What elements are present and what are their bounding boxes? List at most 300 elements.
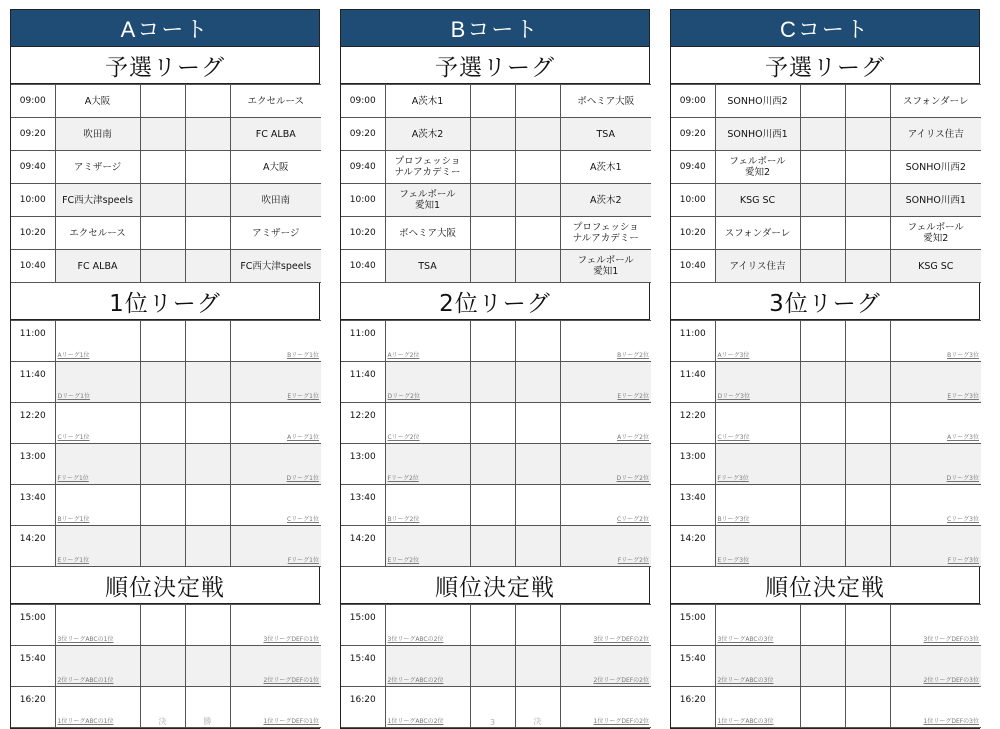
match-row [671, 151, 981, 184]
section-title: 1位リーグ [11, 283, 319, 320]
away-team: A大阪 [230, 151, 321, 184]
home-placeholder: Bリーグ1位 [57, 516, 90, 523]
section-title: 3位リーグ [671, 283, 979, 320]
home-slot [55, 444, 140, 485]
match-row [341, 403, 651, 444]
score-cell [515, 321, 560, 362]
away-placeholder: Aリーグ2位 [617, 434, 649, 441]
group-league-table [341, 84, 651, 283]
away-placeholder: 2位リーグDEFの1位 [263, 677, 319, 684]
group-league-table [11, 84, 321, 283]
home-placeholder: Eリーグ1位 [57, 557, 90, 564]
home-slot [715, 526, 800, 567]
score-cell [515, 184, 560, 217]
score-cell [140, 250, 185, 283]
home-team: フェルボール 愛知1 [385, 184, 470, 217]
home-placeholder: Dリーグ1位 [57, 393, 90, 400]
away-team: A茨木2 [560, 184, 651, 217]
score-cell [800, 605, 845, 646]
score-cell [185, 605, 230, 646]
score-cell [470, 485, 515, 526]
away-placeholder: 1位リーグDEFの1位 [263, 718, 319, 725]
score-cell [845, 605, 890, 646]
away-slot [890, 321, 981, 362]
away-placeholder: 2位リーグDEFの3位 [923, 677, 979, 684]
match-time: 10:20 [341, 217, 385, 250]
away-team: フェルボール 愛知1 [560, 250, 651, 283]
home-placeholder: 2位リーグABCの3位 [717, 677, 774, 684]
home-slot [55, 646, 140, 687]
away-team: フェルボール 愛知2 [890, 217, 981, 250]
home-slot [385, 403, 470, 444]
away-team: ボヘミア大阪 [560, 85, 651, 118]
score-cell [470, 250, 515, 283]
score-cell: 3 [470, 687, 515, 728]
score-cell [845, 250, 890, 283]
score-cell [185, 250, 230, 283]
score-cell [185, 485, 230, 526]
section-title: 順位決定戦 [341, 567, 649, 604]
match-time: 09:40 [341, 151, 385, 184]
away-placeholder: 3位リーグDEFの2位 [593, 636, 649, 643]
match-row [341, 85, 651, 118]
home-slot [715, 444, 800, 485]
home-placeholder: 2位リーグABCの1位 [57, 677, 114, 684]
home-team: エクセルース [55, 217, 140, 250]
score-cell [185, 184, 230, 217]
score-cell [140, 646, 185, 687]
court-title: Cコート [671, 10, 979, 47]
away-team: KSG SC [890, 250, 981, 283]
away-slot [560, 605, 651, 646]
home-placeholder: Fリーグ2位 [387, 475, 419, 482]
away-slot [230, 362, 321, 403]
home-placeholder: Dリーグ2位 [387, 393, 420, 400]
away-slot [230, 321, 321, 362]
match-row [11, 646, 321, 687]
match-row [671, 250, 981, 283]
home-placeholder: Aリーグ1位 [57, 352, 90, 359]
score-cell [185, 403, 230, 444]
score-cell [800, 250, 845, 283]
score-cell [140, 485, 185, 526]
score-cell [185, 444, 230, 485]
score-cell [845, 526, 890, 567]
ranking-league-table [341, 320, 651, 567]
home-slot [715, 687, 800, 728]
match-row [671, 605, 981, 646]
home-team: KSG SC [715, 184, 800, 217]
home-placeholder: Cリーグ2位 [387, 434, 420, 441]
home-team: FC ALBA [55, 250, 140, 283]
away-team: TSA [560, 118, 651, 151]
score-cell [845, 646, 890, 687]
away-slot [560, 687, 651, 728]
away-placeholder: Cリーグ2位 [616, 516, 649, 523]
score-cell [800, 403, 845, 444]
match-time: 09:00 [341, 85, 385, 118]
score-cell [800, 118, 845, 151]
match-row [671, 526, 981, 567]
away-slot [230, 444, 321, 485]
ranking-league-table [671, 320, 981, 567]
match-time: 11:40 [11, 362, 55, 403]
away-slot [560, 444, 651, 485]
match-row [671, 184, 981, 217]
match-time: 12:20 [671, 403, 715, 444]
score-cell [800, 646, 845, 687]
score-cell [185, 151, 230, 184]
match-time: 10:20 [11, 217, 55, 250]
match-row [341, 444, 651, 485]
away-slot [560, 321, 651, 362]
away-placeholder: Bリーグ1位 [287, 352, 319, 359]
home-slot [385, 485, 470, 526]
home-placeholder: Aリーグ2位 [387, 352, 420, 359]
home-slot [385, 646, 470, 687]
match-time: 16:20 [11, 687, 55, 728]
match-time: 10:40 [341, 250, 385, 283]
score-cell [800, 485, 845, 526]
away-slot [230, 485, 321, 526]
home-placeholder: Bリーグ2位 [387, 516, 420, 523]
score-cell [140, 403, 185, 444]
match-row [671, 217, 981, 250]
home-placeholder: 3位リーグABCの2位 [387, 636, 444, 643]
match-time: 09:20 [11, 118, 55, 151]
away-placeholder: Aリーグ1位 [287, 434, 319, 441]
score-cell [470, 217, 515, 250]
away-placeholder: Bリーグ2位 [617, 352, 649, 359]
match-time: 11:40 [671, 362, 715, 403]
score-cell [140, 321, 185, 362]
home-team: SONHO川西1 [715, 118, 800, 151]
away-placeholder: Cリーグ3位 [946, 516, 979, 523]
home-placeholder: 1位リーグABCの3位 [717, 718, 774, 725]
away-slot [230, 403, 321, 444]
match-row [11, 151, 321, 184]
match-row [341, 526, 651, 567]
away-placeholder: 3位リーグDEFの1位 [263, 636, 319, 643]
score-cell [470, 526, 515, 567]
score-cell [140, 526, 185, 567]
away-team: 吹田南 [230, 184, 321, 217]
away-slot [230, 687, 321, 728]
home-team: ボヘミア大阪 [385, 217, 470, 250]
score-cell [515, 250, 560, 283]
match-time: 09:40 [11, 151, 55, 184]
match-row [671, 403, 981, 444]
match-row [341, 605, 651, 646]
match-time: 09:00 [671, 85, 715, 118]
court-panel [670, 9, 980, 729]
match-time: 13:40 [11, 485, 55, 526]
home-slot [385, 605, 470, 646]
home-team: TSA [385, 250, 470, 283]
court-title: Bコート [341, 10, 649, 47]
away-slot [890, 687, 981, 728]
home-placeholder: Fリーグ3位 [717, 475, 749, 482]
score-cell [140, 362, 185, 403]
match-row [671, 321, 981, 362]
away-slot [560, 403, 651, 444]
home-placeholder: Cリーグ1位 [57, 434, 90, 441]
home-slot [715, 321, 800, 362]
match-time: 15:00 [671, 605, 715, 646]
away-team: SONHO川西2 [890, 151, 981, 184]
section-title: 予選リーグ [11, 47, 319, 84]
match-row [11, 217, 321, 250]
match-time: 09:20 [671, 118, 715, 151]
home-slot [55, 362, 140, 403]
away-team: A茨木1 [560, 151, 651, 184]
away-slot [890, 444, 981, 485]
match-row [341, 646, 651, 687]
section-title: 予選リーグ [671, 47, 979, 84]
match-time: 12:20 [11, 403, 55, 444]
match-time: 10:40 [671, 250, 715, 283]
score-cell [845, 151, 890, 184]
score-cell [470, 605, 515, 646]
away-slot [560, 526, 651, 567]
home-placeholder: Dリーグ3位 [717, 393, 750, 400]
score-cell [845, 217, 890, 250]
match-row [341, 362, 651, 403]
score-cell [140, 184, 185, 217]
match-time: 13:00 [341, 444, 385, 485]
score-cell [515, 85, 560, 118]
score-cell [515, 485, 560, 526]
match-time: 16:20 [341, 687, 385, 728]
match-time: 14:20 [341, 526, 385, 567]
score-cell [470, 151, 515, 184]
score-cell [470, 184, 515, 217]
match-time: 14:20 [11, 526, 55, 567]
match-time: 15:00 [341, 605, 385, 646]
away-slot [890, 646, 981, 687]
score-cell [800, 184, 845, 217]
home-placeholder: 1位リーグABCの1位 [57, 718, 114, 725]
score-cell [470, 444, 515, 485]
away-slot [560, 646, 651, 687]
away-slot [230, 605, 321, 646]
match-row [671, 85, 981, 118]
away-placeholder: Dリーグ1位 [286, 475, 319, 482]
score-cell [140, 118, 185, 151]
away-slot [890, 526, 981, 567]
court-panel [340, 9, 650, 729]
score-cell [185, 321, 230, 362]
score-cell [800, 217, 845, 250]
score-cell [140, 605, 185, 646]
away-slot [230, 526, 321, 567]
score-cell [800, 85, 845, 118]
away-placeholder: Bリーグ3位 [947, 352, 979, 359]
match-time: 13:40 [671, 485, 715, 526]
away-team: エクセルース [230, 85, 321, 118]
home-placeholder: 3位リーグABCの1位 [57, 636, 114, 643]
away-team: FC西大津speels [230, 250, 321, 283]
score-cell [845, 362, 890, 403]
away-placeholder: Cリーグ1位 [286, 516, 319, 523]
match-row [341, 687, 651, 728]
score-cell [800, 444, 845, 485]
match-time: 15:00 [11, 605, 55, 646]
match-time: 09:00 [11, 85, 55, 118]
match-row [11, 85, 321, 118]
match-time: 15:40 [671, 646, 715, 687]
score-cell [470, 85, 515, 118]
score-cell [515, 646, 560, 687]
score-cell [185, 85, 230, 118]
match-time: 15:40 [341, 646, 385, 687]
home-slot [715, 403, 800, 444]
away-slot [890, 403, 981, 444]
match-time: 10:40 [11, 250, 55, 283]
score-cell [845, 321, 890, 362]
away-slot [560, 362, 651, 403]
score-cell [845, 403, 890, 444]
away-placeholder: Eリーグ3位 [947, 393, 979, 400]
score-cell [470, 118, 515, 151]
court-panel [10, 9, 320, 729]
score-cell [845, 485, 890, 526]
away-team: スフォンダーレ [890, 85, 981, 118]
score-cell [845, 85, 890, 118]
score-cell [515, 362, 560, 403]
score-cell [470, 321, 515, 362]
match-time: 13:40 [341, 485, 385, 526]
home-placeholder: 1位リーグABCの2位 [387, 718, 444, 725]
match-time: 10:00 [671, 184, 715, 217]
placement-match-table [341, 604, 651, 728]
match-time: 11:40 [341, 362, 385, 403]
home-team: SONHO川西2 [715, 85, 800, 118]
match-row [671, 118, 981, 151]
score-cell [800, 151, 845, 184]
section-title: 順位決定戦 [671, 567, 979, 604]
away-slot [890, 485, 981, 526]
match-row [11, 403, 321, 444]
home-slot [385, 526, 470, 567]
match-row [11, 250, 321, 283]
home-placeholder: Aリーグ3位 [717, 352, 750, 359]
score-cell: 決 [140, 687, 185, 728]
home-team: アイリス住吉 [715, 250, 800, 283]
section-title: 2位リーグ [341, 283, 649, 320]
away-placeholder: Aリーグ3位 [947, 434, 979, 441]
match-time: 11:00 [341, 321, 385, 362]
match-row [671, 444, 981, 485]
home-slot [715, 362, 800, 403]
home-placeholder: Bリーグ3位 [717, 516, 750, 523]
home-team: スフォンダーレ [715, 217, 800, 250]
match-time: 16:20 [671, 687, 715, 728]
away-slot [230, 646, 321, 687]
score-cell [140, 444, 185, 485]
home-team: 吹田南 [55, 118, 140, 151]
court-title: Aコート [11, 10, 319, 47]
away-placeholder: Eリーグ2位 [617, 393, 649, 400]
away-team: アイリス住吉 [890, 118, 981, 151]
match-time: 15:40 [11, 646, 55, 687]
home-slot [385, 687, 470, 728]
score-cell [470, 646, 515, 687]
score-cell [845, 184, 890, 217]
score-cell [140, 85, 185, 118]
home-placeholder: 3位リーグABCの3位 [717, 636, 774, 643]
score-cell [185, 646, 230, 687]
ranking-league-table [11, 320, 321, 567]
score-cell [515, 118, 560, 151]
score-cell [515, 444, 560, 485]
home-team: フェルボール 愛知2 [715, 151, 800, 184]
score-cell [140, 151, 185, 184]
placement-match-table [11, 604, 321, 728]
home-team: プロフェッショ ナルアカデミー [385, 151, 470, 184]
away-placeholder: Fリーグ3位 [947, 557, 979, 564]
score-cell [185, 526, 230, 567]
score-cell [800, 687, 845, 728]
group-league-table [671, 84, 981, 283]
score-cell [185, 362, 230, 403]
match-time: 12:20 [341, 403, 385, 444]
score-cell [800, 321, 845, 362]
home-slot [385, 444, 470, 485]
away-team: アミザージ [230, 217, 321, 250]
home-slot [55, 403, 140, 444]
home-placeholder: Fリーグ1位 [57, 475, 89, 482]
section-title: 順位決定戦 [11, 567, 319, 604]
score-cell: 勝 [185, 687, 230, 728]
score-cell [185, 118, 230, 151]
match-row [671, 362, 981, 403]
score-cell [845, 444, 890, 485]
match-time: 10:00 [341, 184, 385, 217]
away-slot [560, 485, 651, 526]
score-cell [515, 403, 560, 444]
match-time: 10:20 [671, 217, 715, 250]
home-team: アミザージ [55, 151, 140, 184]
score-cell [515, 605, 560, 646]
away-placeholder: Fリーグ1位 [287, 557, 319, 564]
away-placeholder: 2位リーグDEFの2位 [593, 677, 649, 684]
away-placeholder: Fリーグ2位 [617, 557, 649, 564]
match-time: 11:00 [11, 321, 55, 362]
match-row [671, 687, 981, 728]
away-placeholder: 1位リーグDEFの2位 [593, 718, 649, 725]
match-row [671, 646, 981, 687]
match-row [341, 217, 651, 250]
away-team: プロフェッショ ナルアカデミー [560, 217, 651, 250]
match-row [341, 184, 651, 217]
away-team: FC ALBA [230, 118, 321, 151]
away-placeholder: Eリーグ1位 [287, 393, 319, 400]
home-team: FC西大津speels [55, 184, 140, 217]
home-slot [55, 321, 140, 362]
match-row [11, 362, 321, 403]
home-slot [385, 362, 470, 403]
home-team: A大阪 [55, 85, 140, 118]
away-placeholder: 1位リーグDEFの3位 [923, 718, 979, 725]
away-placeholder: Dリーグ3位 [946, 475, 979, 482]
score-cell [515, 151, 560, 184]
match-row [11, 444, 321, 485]
home-placeholder: 2位リーグABCの2位 [387, 677, 444, 684]
away-team: SONHO川西1 [890, 184, 981, 217]
home-slot [715, 485, 800, 526]
match-row [11, 184, 321, 217]
